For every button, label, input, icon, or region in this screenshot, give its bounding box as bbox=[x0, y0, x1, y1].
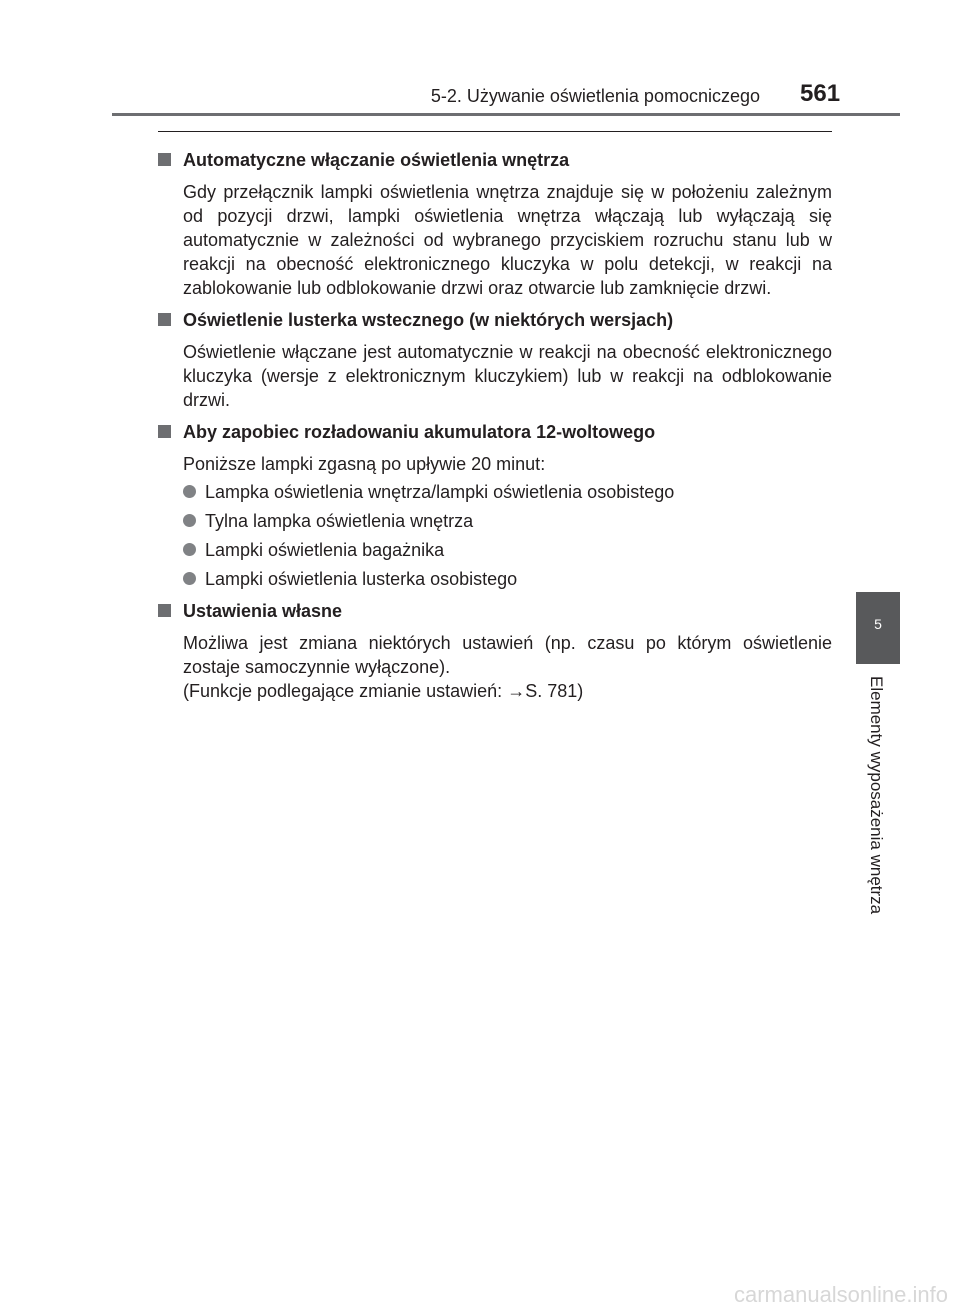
section-heading-text: Automatyczne włączanie oświetlenia wnętrza bbox=[183, 150, 570, 170]
circle-bullet-icon bbox=[183, 543, 196, 556]
section-body bbox=[158, 631, 832, 703]
list-item-text: Lampka oświetlenia wnętrza/lampki oświetlenia osobistego bbox=[205, 482, 675, 502]
chapter-title: Elementy wyposażenia wnętrza bbox=[867, 676, 886, 915]
reference-prefix: (Funkcje podlegające zmianie ustawień: bbox=[183, 681, 508, 701]
list-item bbox=[158, 567, 832, 591]
section-body: Poniższe lampki zgasną po upływie 20 minut: bbox=[183, 454, 546, 474]
list-item-text: Tylna lampka oświetlenia wnętrza bbox=[205, 511, 474, 531]
circle-bullet-icon bbox=[183, 572, 196, 585]
chapter-side-label bbox=[866, 676, 890, 946]
section-heading-text: Ustawienia własne bbox=[183, 601, 343, 621]
arrow-right-icon: → bbox=[507, 681, 526, 701]
circle-bullet-icon bbox=[183, 514, 196, 527]
page-content bbox=[158, 140, 832, 707]
page-number: 561 bbox=[800, 80, 841, 107]
section-custom-settings bbox=[158, 599, 832, 703]
chapter-tab bbox=[856, 592, 900, 664]
square-bullet-icon bbox=[158, 153, 171, 166]
section-body-text: Możliwa jest zmiana niektórych ustawień (np. czasu po którym oświetlenie zostaje samoczynnie wyłączone). bbox=[183, 633, 832, 677]
content-divider bbox=[158, 131, 832, 132]
section-heading-text: Aby zapobiec rozładowaniu akumulatora 12-woltowego bbox=[183, 422, 656, 442]
chapter-number: 5 bbox=[874, 616, 882, 632]
circle-bullet-icon bbox=[183, 485, 196, 498]
section-body: Gdy przełącznik lampki oświetlenia wnętrza znajduje się w położeniu zależnym od pozycji drzwi, lampki oświetlenia wnętrza włączają lub wyłączają się automatycznie w zależności od wybranego przyciskiem rozruchu stanu lub w reakcji na obecność elektronicznego kluczyka w polu detekcji, w reakcji na zablokowanie lub odblokowanie drzwi oraz otwarcie lub zamknięcie drzwi. bbox=[183, 182, 832, 298]
list-item-text: Lampki oświetlenia bagażnika bbox=[205, 540, 445, 560]
bullet-list bbox=[158, 480, 832, 591]
header-divider bbox=[112, 113, 900, 116]
list-item bbox=[158, 509, 832, 533]
page-reference[interactable] bbox=[183, 681, 583, 701]
section-heading bbox=[158, 420, 832, 444]
square-bullet-icon bbox=[158, 604, 171, 617]
list-item bbox=[158, 480, 832, 504]
list-item-text: Lampki oświetlenia lusterka osobistego bbox=[205, 569, 518, 589]
reference-target: S. 781) bbox=[525, 681, 584, 701]
square-bullet-icon bbox=[158, 313, 171, 326]
section-auto-interior-light bbox=[158, 148, 832, 300]
header-section-title: 5-2. Używanie oświetlenia pomocniczego bbox=[430, 86, 760, 106]
section-heading-text: Oświetlenie lusterka wstecznego (w niektórych wersjach) bbox=[183, 310, 674, 330]
page-header bbox=[0, 0, 960, 118]
section-battery-saver bbox=[158, 420, 832, 591]
square-bullet-icon bbox=[158, 425, 171, 438]
footer-watermark: carmanualsonline.info bbox=[733, 1282, 948, 1307]
list-item bbox=[158, 538, 832, 562]
section-body: Oświetlenie włączane jest automatycznie w reakcji na obecność elektronicznego kluczyka (wersje z elektronicznym kluczykiem) lub w reakcji na odblokowanie drzwi. bbox=[183, 342, 832, 410]
section-heading bbox=[158, 599, 832, 623]
section-mirror-light bbox=[158, 308, 832, 412]
section-heading bbox=[158, 148, 832, 172]
section-heading bbox=[158, 308, 832, 332]
